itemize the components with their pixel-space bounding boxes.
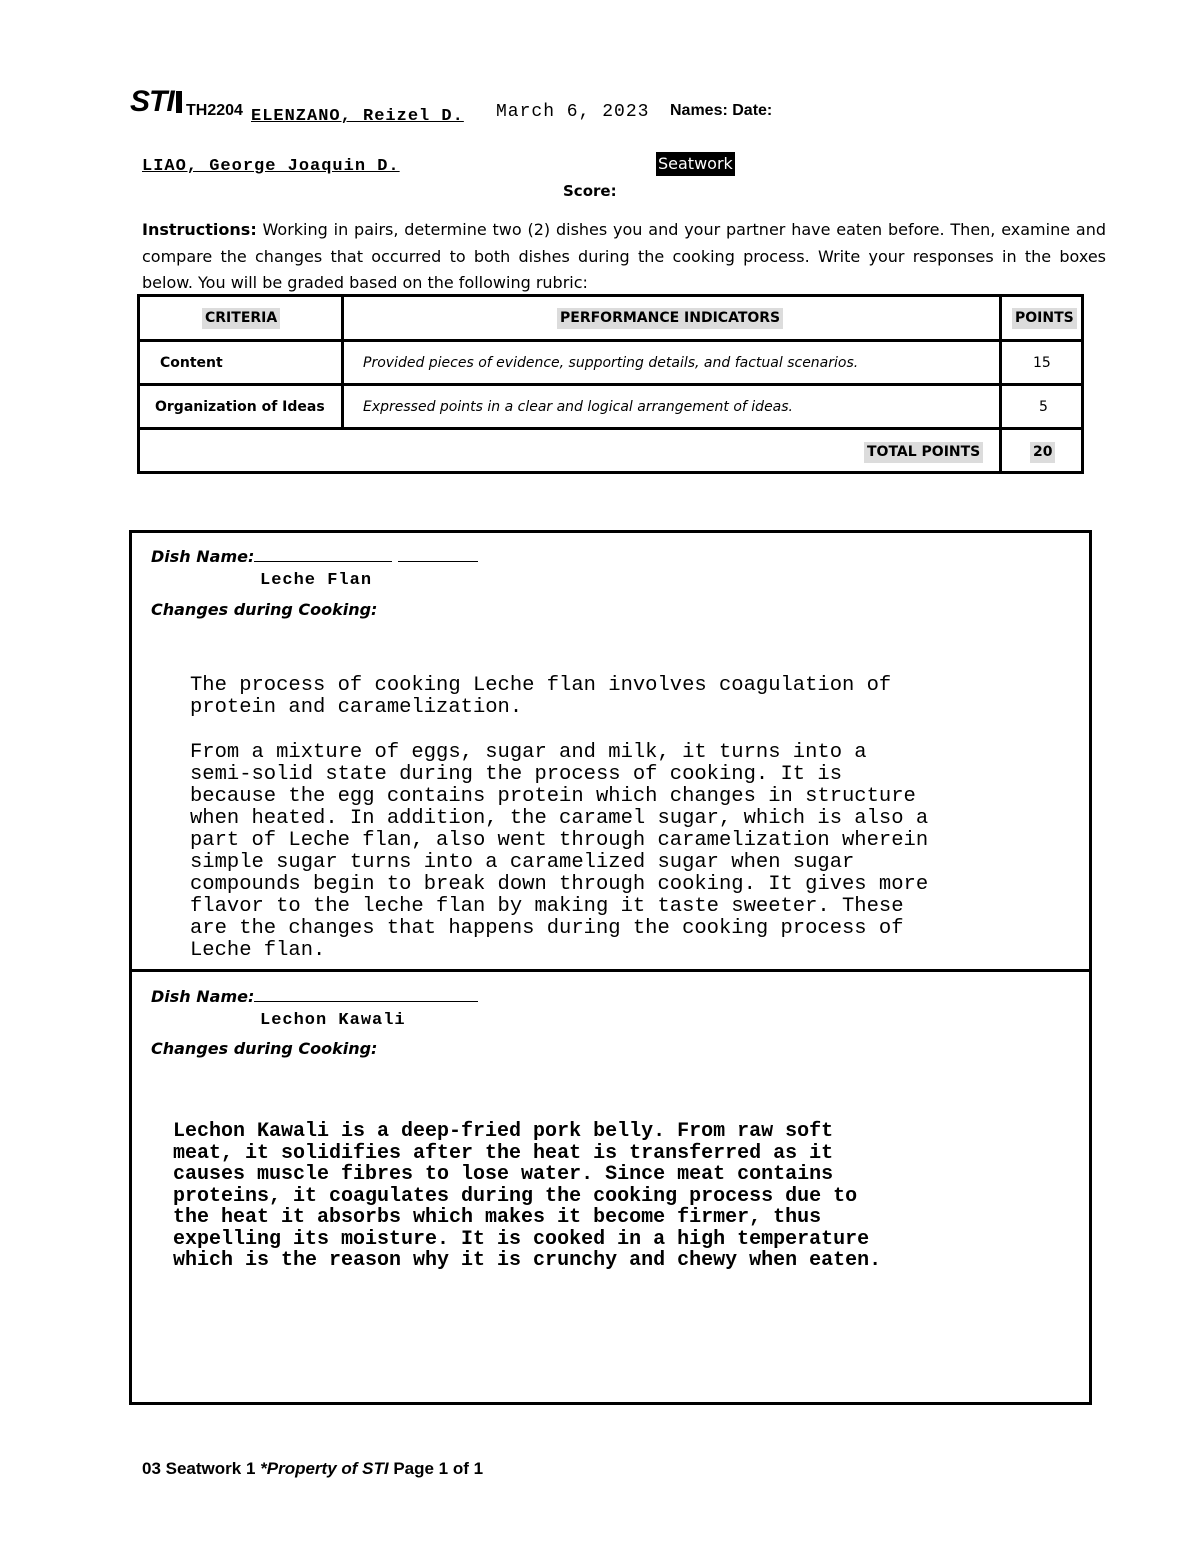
- points-organization: 5: [1039, 399, 1048, 415]
- row-divider: [140, 383, 1081, 386]
- points-content: 15: [1033, 355, 1051, 371]
- column-divider: [341, 297, 344, 428]
- footer-page: Page 1 of 1: [388, 1459, 484, 1478]
- instructions-label: Instructions:: [142, 220, 257, 239]
- total-points-value: 20: [1030, 442, 1055, 463]
- instructions-text: Working in pairs, determine two (2) dishes you and your partner have eaten before. Then, examine and compare the changes that occurred to both dishes during the cooking process. Write your responses in the boxes below. You will be graded based on the following rubric:: [142, 220, 1106, 292]
- criteria-organization: Organization of Ideas: [155, 399, 325, 415]
- dish-1-changes-label: Changes during Cooking:: [151, 600, 378, 619]
- dish-1-name: Leche Flan: [260, 571, 373, 590]
- score-label: Score:: [563, 182, 617, 200]
- dish-1-paragraph-2: From a mixture of eggs, sugar and milk, it turns into a semi-solid state during the process of cooking. It is because the egg contains protein which changes in structure when heated. In addition, the caramel sugar, which is also a part of Leche flan, also went through caramelization wherein simple sugar turns into a caramelized sugar when sugar compounds begin to break down through cooking. It gives more flavor to the leche flan by making it taste sweeter. These are the changes that happens during the cooking process of Leche flan.: [190, 741, 929, 962]
- instructions: [142, 217, 1106, 297]
- dish-1-paragraph-1: The process of cooking Leche flan involves coagulation of protein and caramelization.: [190, 674, 892, 719]
- fill-line: [254, 987, 478, 1002]
- fill-line: [398, 547, 478, 562]
- footer: [142, 1459, 483, 1479]
- footer-property: *Property of STI: [260, 1459, 389, 1478]
- dish-2-label: [151, 987, 478, 1006]
- rubric-table: [137, 294, 1084, 474]
- course-code: TH2204: [186, 102, 243, 119]
- header-criteria: CRITERIA: [202, 308, 280, 329]
- student-name-1: ELENZANO, Reizel D.: [251, 107, 464, 126]
- answer-divider: [129, 969, 1092, 972]
- row-divider: [140, 339, 1081, 342]
- sti-logo-text: STI: [130, 85, 174, 118]
- indicator-organization: Expressed points in a clear and logical arrangement of ideas.: [363, 399, 794, 415]
- fill-line: [254, 547, 392, 562]
- dish-2-paragraph-1: Lechon Kawali is a deep-fried pork belly. From raw soft meat, it solidifies after the heat is transferred as it causes muscle fibres to lose water. Since meat contains proteins, it coagulates during the cooking process due to the heat it absorbs which makes it become firmer, thus expelling its moisture. It is cooked in a high temperature which is the reason why it is crunchy and chewy when eaten.: [173, 1120, 882, 1272]
- dish-2-changes-label: Changes during Cooking:: [151, 1039, 378, 1058]
- names-date-label: Names: Date:: [670, 102, 773, 119]
- indicator-content: Provided pieces of evidence, supporting details, and factual scenarios.: [363, 355, 859, 371]
- dish-1-label-text: Dish Name:: [151, 547, 255, 566]
- criteria-content: Content: [160, 355, 223, 371]
- answer-box: [129, 530, 1092, 1405]
- header-performance-indicators: PERFORMANCE INDICATORS: [557, 308, 783, 329]
- dish-2-label-text: Dish Name:: [151, 987, 255, 1006]
- total-points-label: TOTAL POINTS: [864, 442, 983, 463]
- footer-prefix: 03 Seatwork 1: [142, 1459, 261, 1478]
- logo-bar-mark: [176, 91, 182, 113]
- header-points: POINTS: [1012, 308, 1077, 329]
- activity-badge: Seatwork: [656, 152, 735, 176]
- date-value: March 6, 2023: [496, 102, 650, 122]
- row-divider: [140, 427, 1081, 430]
- sti-logo: [130, 86, 182, 118]
- dish-1-label: [151, 547, 478, 566]
- dish-2-name: Lechon Kawali: [260, 1011, 406, 1030]
- student-name-2: LIAO, George Joaquin D.: [142, 157, 400, 176]
